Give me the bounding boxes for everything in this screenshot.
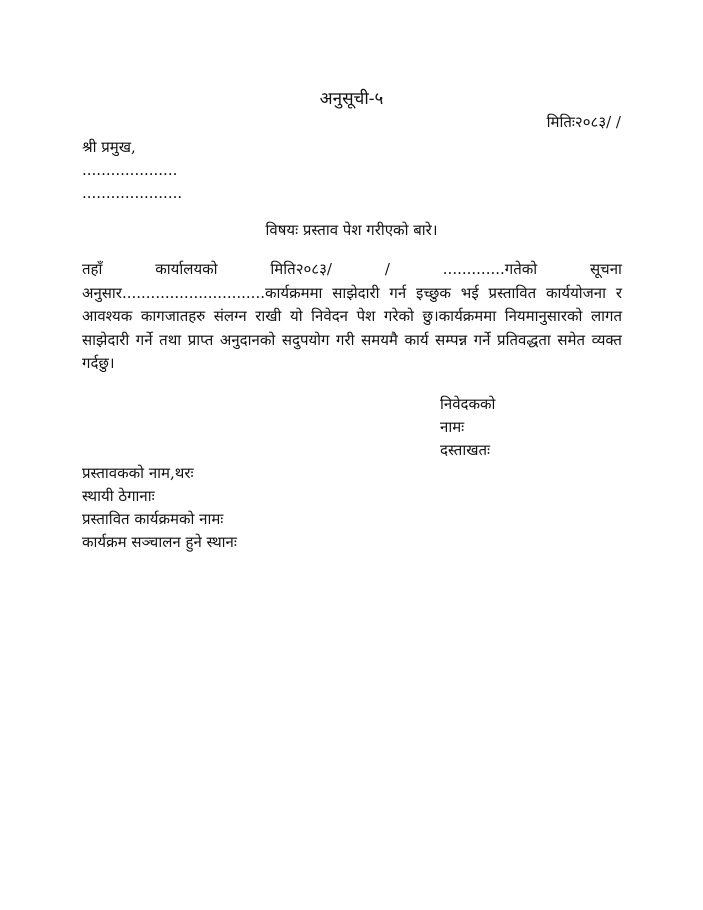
recipient-address bbox=[82, 136, 182, 205]
document-title: अनुसूची-५ bbox=[319, 89, 384, 109]
body-first-line bbox=[82, 258, 622, 282]
body-word: मिति२०८३/ bbox=[270, 260, 332, 278]
date-line: मितिः२०८३/ / bbox=[546, 113, 621, 131]
body-word: .............गतेको bbox=[442, 260, 538, 278]
subject-line: विषयः प्रस्ताव पेश गरीएको बारे। bbox=[265, 221, 438, 239]
signature-heading: निवेदकको bbox=[440, 395, 496, 413]
letter-body bbox=[82, 258, 622, 376]
address-line-1: .................... bbox=[82, 161, 178, 179]
field-program-name: प्रस्तावित कार्यक्रमको नामः bbox=[82, 510, 224, 528]
address-line-2: ..................... bbox=[82, 184, 183, 202]
body-word: कार्यालयको bbox=[155, 260, 218, 278]
body-paragraph: अनुसार..............................कार्यक्रममा साझेदारी गर्न इच्छुक भई प्रस्तावित कार्ययोजना र आवश्यक कागजातहरु संलग्न राखी यो निवेदन पेश गरेको छु।कार्यक्रममा नियमानुसारको लागत साझेदारी गर्ने तथा प्राप्त अनुदानको सदुपयोग गरी समयमै कार्य सम्पन्न गर्ने प्रतिवद्धता समेत व्यक्त गर्दछु। bbox=[82, 283, 622, 372]
body-word: सूचना bbox=[590, 260, 622, 278]
body-word: / bbox=[384, 260, 390, 278]
signature-name-label: नामः bbox=[440, 418, 465, 436]
field-program-location: कार्यक्रम सञ्चालन हुने स्थानः bbox=[82, 533, 237, 551]
signature-block bbox=[440, 393, 495, 462]
proposer-fields bbox=[82, 462, 237, 554]
field-proposer-name: प्रस्तावकको नाम,थरः bbox=[82, 464, 194, 482]
salutation: श्री प्रमुख, bbox=[82, 138, 136, 156]
field-permanent-address: स्थायी ठेगानाः bbox=[82, 487, 155, 505]
signature-sign-label: दस्ताखतः bbox=[440, 441, 491, 459]
body-word: तहाँ bbox=[82, 260, 103, 278]
